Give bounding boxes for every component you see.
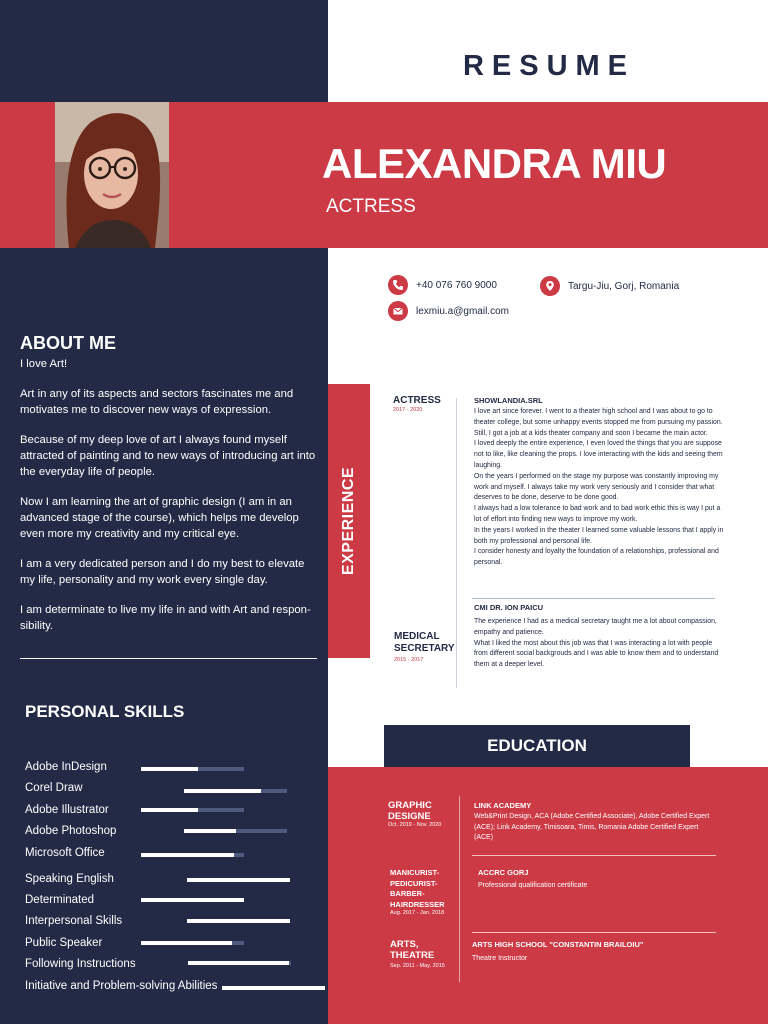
skills-title: PERSONAL SKILLS <box>25 702 185 721</box>
experience-entry <box>474 603 724 671</box>
email-icon <box>388 301 408 321</box>
about-body <box>20 356 318 648</box>
skill-label: Following Instructions <box>25 958 136 970</box>
experience-text: I loved deeply the entire experience, I even loved the things that you are suppose not to like, like cleaning the props. I love interacting with the kids and seeing them laughing. <box>474 440 723 469</box>
skill-bar <box>184 789 287 793</box>
education-degree: ARTS, THEATRE <box>390 939 435 961</box>
education-description: Web&Print Design, ACA (Adobe Certified Associate), Adobe Certified Expert (ACE); Link Academy, Timisoara, Timis, Romania Adobe Certified Expert (ACE) <box>474 813 710 841</box>
experience-text: Still, I got a job at a kids theater company and soon I became the main actor. <box>474 429 708 437</box>
experience-years: 2015 - 2017 <box>394 657 424 663</box>
skill-bar-fill <box>141 767 198 771</box>
experience-meta <box>393 395 453 413</box>
education-description: Theatre Instructor <box>472 955 528 962</box>
skill-bar-fill <box>184 829 236 833</box>
skill-bar-fill <box>222 986 325 990</box>
skill-label: Public Speaker <box>25 937 103 949</box>
contact-email[interactable] <box>388 301 509 321</box>
skill-label: Adobe Illustrator <box>25 804 109 816</box>
education-title: EDUCATION <box>384 725 690 767</box>
email-address: lexmiu.a@gmail.com <box>416 305 509 317</box>
education-school: LINK ACADEMY <box>474 801 532 810</box>
about-paragraph: I am a very dedicated person and I do my best to elevate my life, personality and my work every single day. <box>20 558 305 586</box>
skill-bar <box>141 898 244 902</box>
about-paragraph: Because of my deep love of art I always found myself attracted of painting and to new ways of introducing art into the everyday life of people. <box>20 434 316 478</box>
skill-bar-fill <box>141 853 234 857</box>
skill-bar-fill <box>141 941 232 945</box>
experience-role: ACTRESS <box>393 395 441 406</box>
education-meta <box>390 939 452 969</box>
about-paragraph: Art in any of its aspects and sectors fascinates me and motivates me to discover new ways of expression. <box>20 388 294 416</box>
contact-location <box>540 276 679 296</box>
education-years: Oct. 2019 - Nov. 2020 <box>388 822 442 828</box>
experience-title: EXPERIENCE <box>340 466 357 576</box>
education-degree: GRAPHIC DESIGNE <box>388 800 432 822</box>
skill-bar <box>141 808 244 812</box>
profile-photo <box>55 102 169 248</box>
experience-text: In the years I worked in the theater I learned some valuable lessons that I apply in both my professional and personal life. <box>474 526 724 545</box>
skill-bar <box>184 829 287 833</box>
skill-label: Initiative and Problem-solving Abilities <box>25 980 218 992</box>
experience-role: MEDICAL SECRETARY <box>394 631 455 654</box>
skill-label: Speaking English <box>25 873 114 885</box>
education-entry <box>472 940 716 965</box>
education-divider <box>472 855 716 856</box>
location-pin-icon <box>540 276 560 296</box>
about-paragraph: I am determinate to live my life in and with Art and respon-sibility. <box>20 604 311 632</box>
education-timeline-line <box>459 796 460 982</box>
skill-bar <box>188 961 291 965</box>
skill-bar-fill <box>188 961 289 965</box>
phone-icon <box>388 275 408 295</box>
education-degree: MANICURIST-PEDICURIST-BARBER-HAIRDRESSER <box>390 868 445 909</box>
experience-divider <box>472 598 715 599</box>
phone-number: +40 076 760 9000 <box>416 279 497 291</box>
education-divider <box>472 932 716 933</box>
skill-label: Adobe InDesign <box>25 761 107 773</box>
contact-phone[interactable] <box>388 275 497 295</box>
experience-company: SHOWLANDIA.SRL <box>474 396 543 405</box>
skill-bar-fill <box>187 919 290 923</box>
skill-label: Adobe Photoshop <box>25 825 117 837</box>
skill-label: Corel Draw <box>25 782 83 794</box>
skill-bar-fill <box>184 789 261 793</box>
education-entry <box>474 801 714 844</box>
about-divider <box>20 658 317 659</box>
skill-label: Determinated <box>25 894 95 906</box>
skill-bar <box>187 919 290 923</box>
education-meta <box>388 800 456 828</box>
skill-bar-fill <box>141 808 198 812</box>
skill-bar-fill <box>187 878 290 882</box>
education-description: Professional qualification certificate <box>478 882 588 889</box>
education-meta <box>390 868 452 916</box>
experience-years: 2017 - 2020 <box>393 407 423 413</box>
about-paragraph: Now I am learning the art of graphic design (I am in an advanced stage of the course), which helps me develop even more my creativity and my critical eye. <box>20 496 299 540</box>
about-paragraph: I love Art! <box>20 358 68 370</box>
experience-entry <box>474 396 724 569</box>
experience-text: The experience I had as a medical secretary taught me a lot about compassion, empathy and patience. <box>474 618 717 636</box>
skill-label: Interpersonal Skills <box>25 915 123 927</box>
experience-timeline-line <box>456 398 457 688</box>
education-years: Aug. 2017 - Jan. 2018 <box>390 910 445 916</box>
resume-title: RESUME <box>462 50 636 82</box>
education-school: ACCRC GORJ <box>478 868 529 877</box>
experience-text: What I liked the most about this job was that I was interacting a lot with people from different social backgrouds and I was able to know them and to understand them at a deeper level. <box>474 639 719 669</box>
skill-bar <box>187 878 290 882</box>
about-title: ABOUT ME <box>20 333 116 353</box>
education-school: ARTS HIGH SCHOOL "CONSTANTIN BRAILOIU" <box>472 940 644 949</box>
skill-bar <box>222 986 325 990</box>
skill-bar-fill <box>141 898 244 902</box>
experience-text: On the years I performed on the stage my purpose was constantly improving my work and myself. I always take my work very seriously and I consider that what deserves to be done, deserve to be done good. <box>474 472 719 502</box>
experience-text: I always had a low tolerance to bad work and to bad work ethic this is way I put a lot of effort into finding new ways to improve my work. <box>474 505 721 523</box>
location-text: Targu-Jiu, Gorj, Romania <box>568 280 680 292</box>
education-years: Sep. 2011 - May. 2015 <box>390 963 445 969</box>
experience-meta <box>394 631 454 663</box>
experience-text: I consider honesty and loyalty the foundation of a relationships, professional and personal. <box>474 548 719 567</box>
experience-company: CMI DR. ION PAICU <box>474 603 544 612</box>
skill-bar <box>141 767 244 771</box>
job-role: ACTRESS <box>326 196 416 217</box>
experience-text: I love art since forever. I went to a theater high school and I was about to go to theater college, but some unhappy events stopped me from pursuing my passion. <box>474 408 723 426</box>
skill-bar <box>141 853 244 857</box>
education-entry <box>478 868 714 892</box>
skill-label: Microsoft Office <box>25 847 105 859</box>
skill-bar <box>141 941 244 945</box>
full-name: ALEXANDRA MIU <box>322 140 667 187</box>
